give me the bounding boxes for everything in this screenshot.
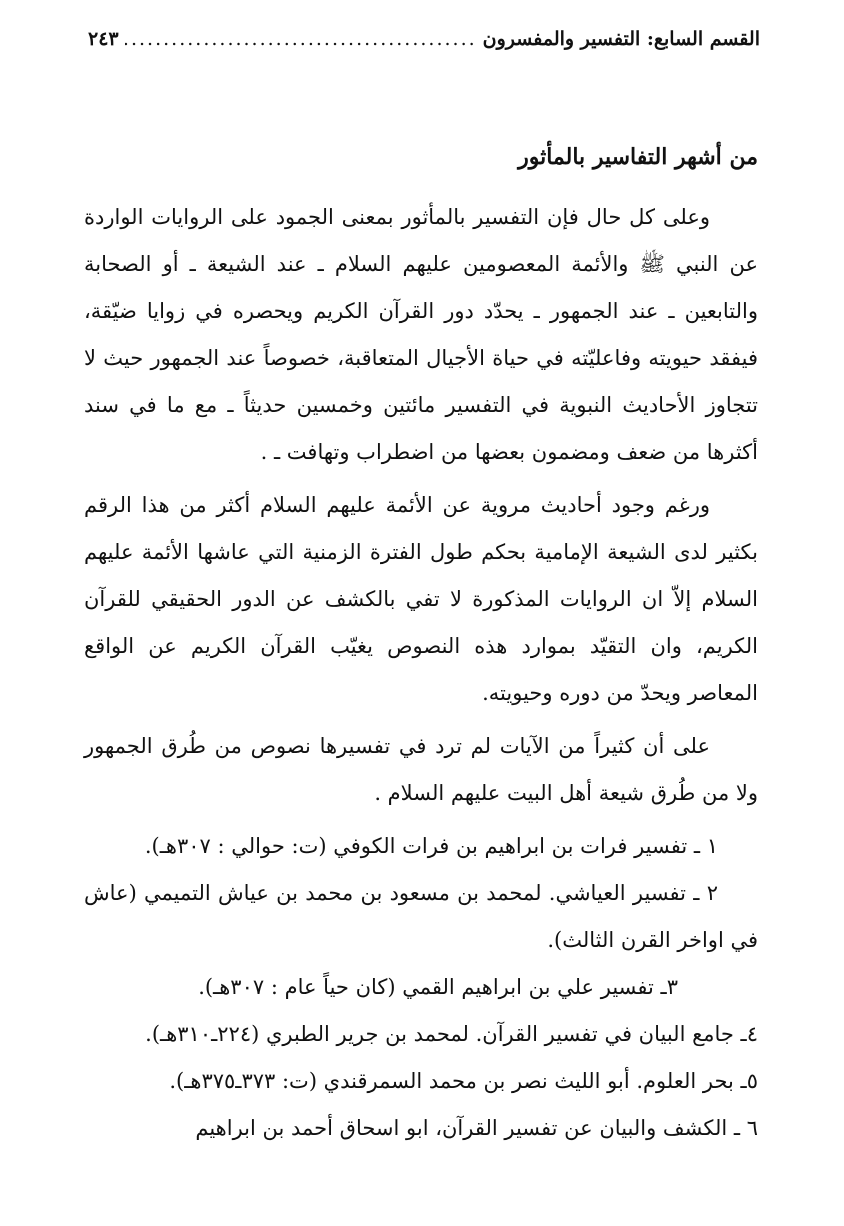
- leader-dots: [125, 28, 477, 50]
- running-title: القسم السابع: التفسير والمفسرون: [482, 28, 760, 50]
- list-item: ٤ـ جامع البيان في تفسير القرآن. لمحمد بن جرير الطبري (٢٢٤ـ٣١٠هـ).: [145, 1022, 758, 1046]
- paragraph: ورغم وجود أحاديث مروية عن الأئمة عليهم السلام أكثر من هذا الرقم بكثير لدى الشيعة الإمامية بحكم طول الفترة الزمنية التي عاشها الأئمة عليهم السلام إلاّ ان الروايات المذكورة لا تفي بالكشف عن الدور الحقيقي للقرآن الكريم، وان التقيّد بموارد هذه النصوص يغيّب القرآن الكريم عن الواقع المعاصر ويحدّ من دوره وحيويته.: [84, 493, 759, 705]
- list-item: ١ ـ تفسير فرات بن ابراهيم بن فرات الكوفي (ت: حوالي : ٣٠٧هـ).: [144, 834, 718, 858]
- paragraph: على أن كثيراً من الآيات لم ترد في تفسيرها نصوص من طُرق الجمهور ولا من طُرق شيعة أهل البيت عليهم السلام .: [84, 734, 758, 805]
- paragraph: وعلى كل حال فإن التفسير بالمأثور بمعنى الجمود على الروايات الواردة عن النبي ﷺ والأئمة المعصومين عليهم السلام ـ عند الشيعة ـ أو الصحابة والتابعين ـ عند الجمهور ـ يحدّد دور القرآن الكريم ويحصره في زوايا ضيّقة، فيفقد حيويته وفاعليّته في حياة الأجيال المتعاقبة، خصوصاً عند الجمهور حيث لا تتجاوز الأحاديث النبوية في التفسير مائتين وخمسين حديثاً ـ مع ما في سند أكثرها من ضعف ومضمون بعضها من اضطراب وتهافت ـ .: [84, 205, 758, 464]
- list-item: ٣ـ تفسير علي بن ابراهيم القمي (كان حياً عام : ٣٠٧هـ).: [198, 975, 678, 999]
- page-number: ٢٤٣: [88, 28, 119, 50]
- list-item: ٦ ـ الكشف والبيان عن تفسير القرآن، ابو اسحاق أحمد بن ابراهيم: [195, 1116, 758, 1140]
- list-item: ٢ ـ تفسير العياشي. لمحمد بن مسعود بن محمد بن عياش التميمي (عاش في اواخر القرن الثالث).: [84, 881, 758, 952]
- body-text: [84, 194, 758, 1152]
- section-heading: من أشهر التفاسير بالمأثور: [518, 144, 758, 170]
- list-item: ٥ـ بحر العلوم. أبو الليث نصر بن محمد السمرقندي (ت: ٣٧٣ـ٣٧٥هـ).: [169, 1069, 758, 1093]
- page-header: [88, 28, 760, 50]
